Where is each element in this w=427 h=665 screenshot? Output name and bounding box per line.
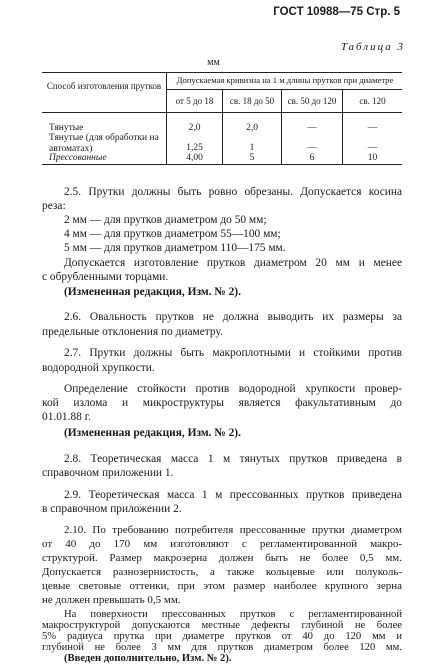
table-cell: — (367, 143, 378, 153)
group-header-rule (166, 89, 402, 90)
page-header: ГОСТ 10988—75 Стр. 5 (273, 6, 400, 18)
table-cell: — (307, 123, 317, 133)
list-item: 5 мм — для прутков диаметром 110—175 мм. (64, 242, 286, 254)
paragraph: реза: (42, 200, 66, 212)
paragraph: не должен превышать 0,5 мм. (42, 594, 181, 606)
table-cell: 2,0 (188, 123, 201, 133)
paragraph: Допускается разнозернистость, а также кольцевые или полуколь- (42, 566, 402, 578)
paragraph: от 40 до 170 мм изготовляют с регламентированной макро- (42, 538, 402, 550)
paragraph: в справочном приложении 2. (42, 503, 182, 515)
range-header: св. 120 (359, 96, 386, 106)
paragraph: водородной хрупкости. (42, 362, 155, 374)
paragraph: 2.10. По требованию потребителя прессованные прутки диаметром (64, 524, 402, 536)
group-header: Допускаемая кривизна на 1 м длины прутков при диаметре (176, 75, 394, 85)
paragraph: 2.6. Овальность прутков не должна выводить их размеры за (64, 311, 402, 323)
paragraph: 2.5. Прутки должны быть ровно обрезаны. Допускается косина (64, 186, 402, 198)
paragraph: 2.7. Прутки должны быть макроплотными и стойкими против (64, 347, 402, 359)
paragraph: цевые световые оттенки, при этом размер наиболее крупного зерна (42, 580, 402, 592)
paragraph: предельные отклонения по диаметру. (42, 326, 223, 338)
table-row-label: Тянутые (49, 123, 84, 133)
paragraph: 2.9. Теоретическая масса 1 м прессованных прутков приведена (64, 489, 402, 501)
edition-note: (Введен дополнительно, Изм. № 2). (64, 653, 232, 664)
table-cell: 6 (309, 153, 315, 163)
table-cell: — (367, 123, 378, 133)
table-number: Таблица 3 (340, 41, 405, 53)
range-header: от 5 до 18 (175, 96, 214, 106)
table-cell: 5 (249, 153, 255, 163)
paragraph: 5% радиуса прутка при диаметре прутков от 40 до 120 мм и (42, 631, 402, 642)
paragraph: Допускается изготовление прутков диаметром 20 мм и менее (64, 257, 402, 269)
table-row-label: Тянутые (для обработки на автоматах) (49, 133, 159, 154)
paragraph: глубиной не более 3 мм для прутков диаметром более 120 мм. (42, 642, 402, 653)
table-unit: мм (207, 57, 220, 68)
table-cell: — (307, 143, 317, 153)
paragraph: 2.8. Теоретическая масса 1 м тянутых прутков приведена в (64, 453, 402, 465)
table-cell: 1 (249, 143, 255, 153)
table-cell: 2,0 (246, 123, 258, 133)
paragraph: макроструктурой допускаются местные дефекты глубиной не более (42, 620, 402, 631)
list-item: 4 мм — для прутков диаметром 55—100 мм; (64, 228, 281, 240)
table-cell: 1,25 (186, 143, 203, 153)
edition-note: (Измененная редакция, Изм. № 2). (64, 427, 241, 439)
table-top-rule (42, 72, 402, 73)
table-cell: 4,00 (186, 153, 203, 163)
paragraph: кой излома и микроструктуры является факультативным до (42, 397, 402, 409)
paragraph: 01.01.88 г. (42, 411, 91, 423)
paragraph: На поверхности прессованных прутков с регламентированной (64, 609, 402, 620)
table-bottom-rule (42, 164, 402, 165)
paragraph: с обрубленными торцами. (42, 271, 169, 283)
table-row-label: Прессованные (49, 153, 107, 163)
col-method-header: Способ изготовления прутков (46, 81, 162, 91)
paragraph: справочном приложении 1. (42, 467, 174, 479)
edition-note: (Измененная редакция, Изм. № 2). (64, 286, 241, 298)
paragraph: Определение стойкости против водородной хрупкости провер- (64, 383, 402, 395)
paragraph: структурой. Размер макрозерна должен быть не более 0,5 мм. (42, 552, 402, 564)
range-header: св. 18 до 50 (229, 96, 275, 106)
range-header: св. 50 до 120 (287, 96, 337, 106)
list-item: 2 мм — для прутков диаметром до 50 мм; (64, 214, 267, 226)
table-cell: 10 (367, 153, 378, 163)
